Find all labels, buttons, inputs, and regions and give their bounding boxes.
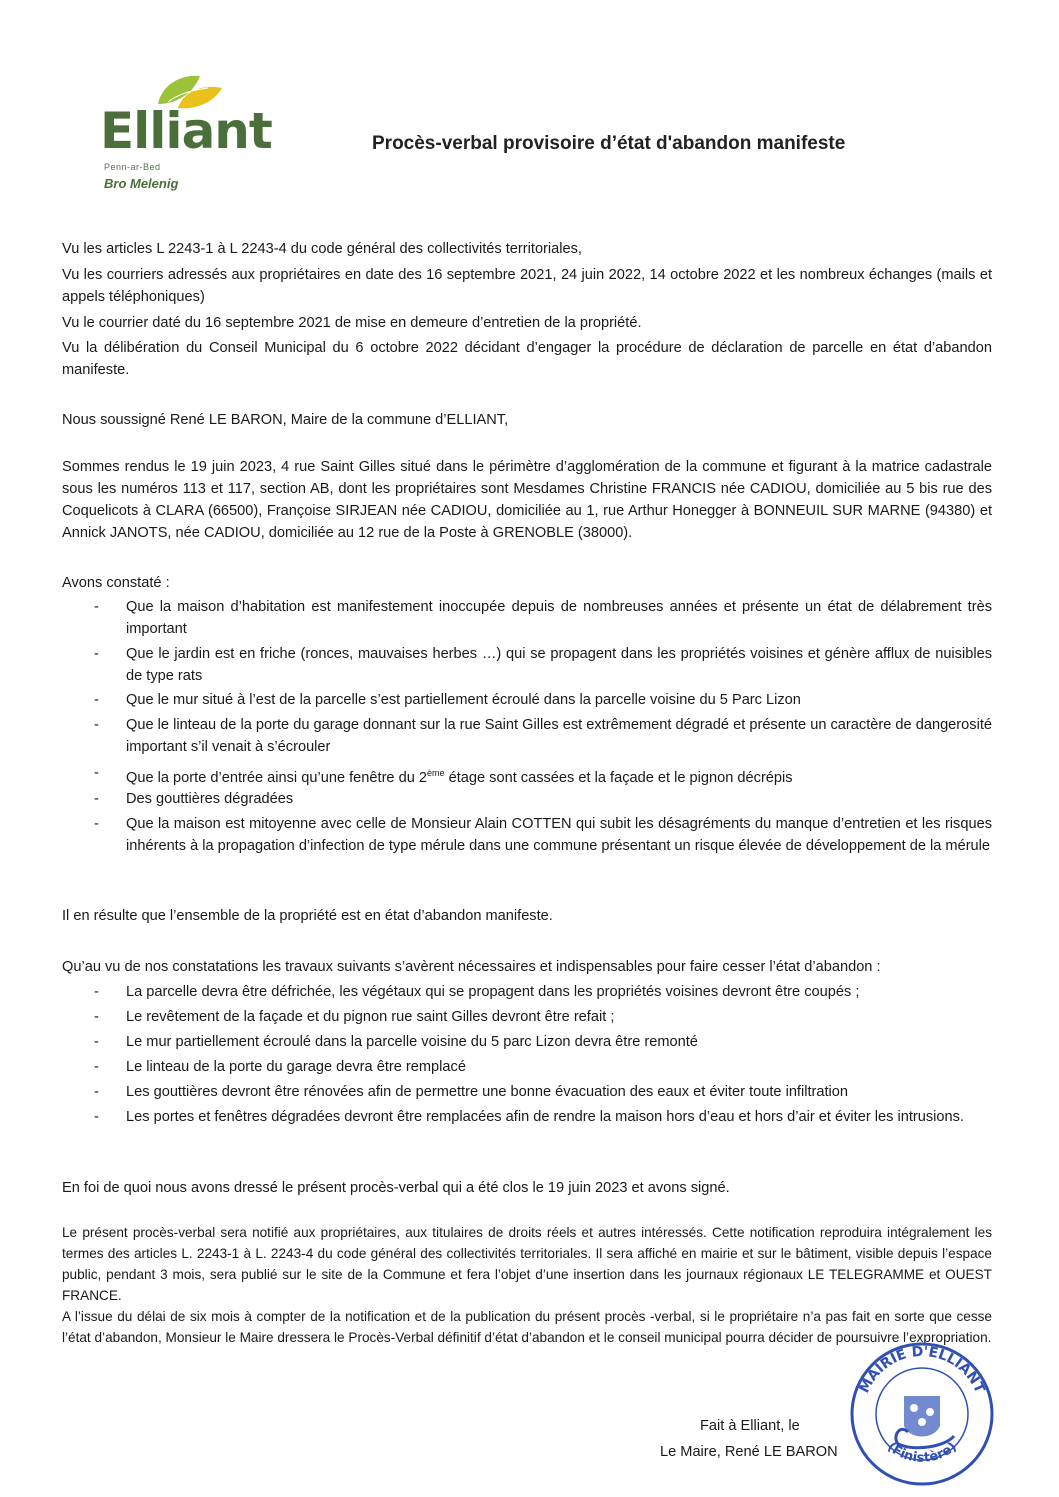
resulte-paragraph: Il en résulte que l’ensemble de la propriété est en état d’abandon manifeste. bbox=[62, 908, 553, 924]
stamp-seal-icon bbox=[842, 1336, 1002, 1486]
signature-place: Fait à Elliant, le bbox=[700, 1418, 800, 1434]
svg-text:(Finistère) bbox=[884, 1440, 959, 1466]
constat-text: Que le linteau de la porte du garage donnant sur la rue Saint Gilles est extrêmement dégradé et présente un caractère de dangerosité important s’il venait à s’écrouler bbox=[126, 717, 992, 755]
dash: - bbox=[94, 692, 99, 708]
dash: - bbox=[94, 1034, 99, 1050]
constat-text: Que la maison est mitoyenne avec celle de Monsieur Alain COTTEN qui subit les désagréments du manque d’entretien et les risques inhérents à la propagation d’infection de type mérule dans une commune présentant un risque élevée de développement de la mérule bbox=[126, 816, 992, 854]
visa-2: Vu les courriers adressés aux propriétaires en date des 16 septembre 2021, 24 juin 2022, 14 octobre 2022 et les nombreux échanges (mails et appels téléphoniques) bbox=[62, 267, 992, 305]
constat-5-after: étage sont cassées et la façade et le pignon décrépis bbox=[444, 769, 793, 786]
dash: - bbox=[94, 1084, 99, 1100]
travaux-text: Le mur partiellement écroulé dans la parcelle voisine du 5 parc Lizon devra être remonté bbox=[126, 1034, 698, 1050]
constat-text: Que le jardin est en friche (ronces, mauvaises herbes …) qui se propagent dans les propriétés voisines et génère afflux de nuisibles de type rats bbox=[126, 646, 992, 684]
stamp-top-text: MAIRIE D'ELLIANT bbox=[856, 1343, 988, 1396]
constat-heading: Avons constaté : bbox=[62, 575, 170, 591]
notice-paragraph-1: Le présent procès-verbal sera notifié aux propriétaires, aux titulaires de droits réels et autres intéressés. Cette notification reproduira intégralement les termes des articles L. 2243-1 à L. 2243-4 du code général des collectivités territoriales. Il sera affiché en mairie et sur le bâtiment, visible depuis l’espace public, pendant 3 mois, sera publié sur le site de la Commune et fera l’objet d’une insertion dans les journaux régionaux LE TELEGRAMME et OUEST FRANCE. bbox=[62, 1225, 992, 1303]
foi-paragraph: En foi de quoi nous avons dressé le présent procès-verbal qui a été clos le 19 juin 2023 et avons signé. bbox=[62, 1180, 730, 1196]
travaux-text: Le linteau de la porte du garage devra être remplacé bbox=[126, 1059, 466, 1075]
travaux-text: Les portes et fenêtres dégradées devront être remplacées afin de rendre la maison hors d’eau et hors d’air et éviter les intrusions. bbox=[126, 1109, 964, 1125]
superscript: ème bbox=[427, 768, 445, 778]
stamp-bottom-text: (Finistère) bbox=[884, 1439, 960, 1466]
visa-3: Vu le courrier daté du 16 septembre 2021 de mise en demeure d’entretien de la propriété. bbox=[62, 315, 642, 331]
elliant-logo bbox=[96, 64, 272, 194]
dash: - bbox=[94, 1109, 99, 1125]
logo-breton: Bro Melenig bbox=[104, 176, 179, 191]
travaux-text: Le revêtement de la façade et du pignon rue saint Gilles devront être refait ; bbox=[126, 1009, 615, 1025]
visa-1: Vu les articles L 2243-1 à L 2243-4 du code général des collectivités territoriales, bbox=[62, 241, 582, 257]
notice-paragraph-2: A l’issue du délai de six mois à compter de la notification et de la publication du présent procès -verbal, si le propriétaire n’a pas fait en sorte que cesse l’état d’abandon, Monsieur le Maire dressera le Procès-Verbal définitif d’état d’abandon et le conseil municipal pourra décider de poursuivre l’expropriation. bbox=[62, 1309, 992, 1345]
constat-text: Que le mur situé à l’est de la parcelle s’est partiellement écroulé dans la parcelle voisine du 5 Parc Lizon bbox=[126, 692, 801, 708]
dash: - bbox=[94, 765, 99, 781]
constat-text: Que la maison d’habitation est manifestement inoccupée depuis de nombreuses années et présente un état de délabrement très important bbox=[126, 599, 992, 637]
dash: - bbox=[94, 646, 99, 662]
dash: - bbox=[94, 984, 99, 1000]
logo-subtitle: Penn-ar-Bed bbox=[104, 162, 161, 172]
visa-4: Vu la délibération du Conseil Municipal du 6 octobre 2022 décidant d’engager la procédure de déclaration de parcelle en état d’abandon manifeste. bbox=[62, 340, 992, 378]
dash: - bbox=[94, 816, 99, 832]
constat-text bbox=[126, 762, 992, 789]
dash: - bbox=[94, 1009, 99, 1025]
mairie-stamp bbox=[842, 1336, 1002, 1491]
signature-mayor: Le Maire, René LE BARON bbox=[660, 1444, 838, 1460]
constat-5-before: Que la porte d’entrée ainsi qu’une fenêtre du 2 bbox=[126, 769, 428, 786]
dash: - bbox=[94, 599, 99, 615]
dash: - bbox=[94, 1059, 99, 1075]
travaux-text: Les gouttières devront être rénovées afin de permettre une bonne évacuation des eaux et éviter toute infiltration bbox=[126, 1084, 849, 1100]
rendus-paragraph: Sommes rendus le 19 juin 2023, 4 rue Saint Gilles situé dans le périmètre d’agglomération de la commune et figurant à la matrice cadastrale sous les numéros 113 et 117, section AB, dont les propriétaires sont Mesdames Christine FRANCIS née CADIOU, domiciliée au 5 bis rue des Coquelicots à CLARA (66500), Françoise SIRJEAN née CADIOU, domiciliée au 1, rue Arthur Honegger à BONNEUIL SUR MARNE (94380) et Annick JANOTS, née CADIOU, domiciliée au 12 rue de la Poste à GRENOBLE (38000). bbox=[62, 459, 992, 541]
dash: - bbox=[94, 717, 99, 733]
soussigne-paragraph: Nous soussigné René LE BARON, Maire de la commune d’ELLIANT, bbox=[62, 412, 509, 428]
svg-text:MAIRIE D'ELLIANT bbox=[856, 1344, 987, 1396]
travaux-heading: Qu’au vu de nos constatations les travaux suivants s’avèrent nécessaires et indispensables pour faire cesser l’état d’abandon : bbox=[62, 959, 881, 975]
travaux-text: La parcelle devra être défrichée, les végétaux qui se propagent dans les propriétés voisines devront être coupés ; bbox=[126, 984, 860, 1000]
document-title: Procès-verbal provisoire d’état d'abandon manifeste bbox=[372, 133, 846, 154]
constat-text: Des gouttières dégradées bbox=[126, 791, 294, 807]
dash: - bbox=[94, 791, 99, 807]
logo-name: Elliant bbox=[100, 102, 272, 160]
